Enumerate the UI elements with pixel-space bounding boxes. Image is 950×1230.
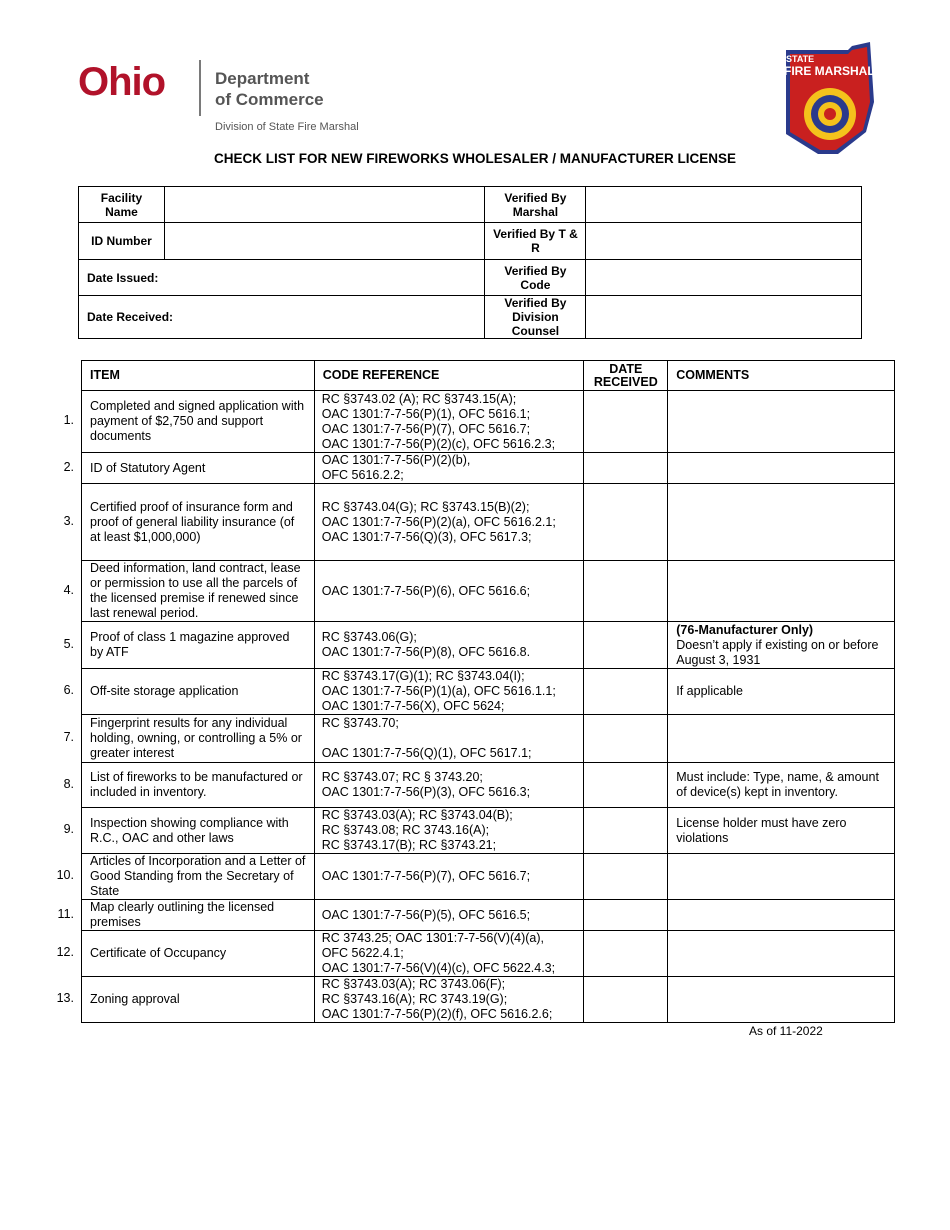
code-reference-line: RC §3743.17(B); RC §3743.21;	[321, 838, 497, 852]
code-reference-cell	[314, 808, 584, 854]
code-reference-line: OAC 1301:7-7-56(P)(6), OFC 5616.6;	[321, 583, 531, 598]
header-divider	[199, 60, 201, 116]
header-code-reference: CODE REFERENCE	[314, 361, 584, 391]
ohio-logo	[78, 60, 165, 105]
row-number: 7.	[63, 730, 74, 744]
code-reference-line: OAC 1301:7-7-56(P)(1), OFC 5616.1;	[321, 406, 531, 421]
code-reference-cell	[314, 854, 584, 900]
table-row	[82, 808, 895, 854]
table-row	[82, 900, 895, 931]
date-received-cell[interactable]	[584, 977, 668, 1023]
code-reference-line: OAC 1301:7-7-56(X), OFC 5624;	[321, 699, 505, 713]
code-reference-line: OAC 1301:7-7-56(P)(7), OFC 5616.7;	[321, 421, 531, 436]
comments-cell[interactable]	[668, 763, 895, 808]
department-line-2: of Commerce	[215, 90, 324, 109]
comments-cell[interactable]	[668, 900, 895, 931]
code-reference-line: OAC 1301:7-7-56(P)(5), OFC 5616.5;	[321, 907, 531, 922]
row-number: 9.	[63, 822, 74, 836]
verified-tr-field[interactable]	[586, 223, 862, 260]
date-received-cell[interactable]	[584, 561, 668, 622]
code-reference-line: OAC 1301:7-7-56(P)(7), OFC 5616.7;	[321, 869, 531, 883]
table-row	[82, 622, 895, 669]
badge-fire-marshal-text: FIRE MARSHAL	[784, 64, 875, 78]
comment-text: Doesn’t apply if existing on or before August 3, 1931	[676, 637, 879, 667]
item-cell: Inspection showing compliance with R.C., OAC and other laws	[82, 808, 315, 854]
date-received-cell[interactable]	[584, 453, 668, 484]
comments-cell[interactable]	[668, 453, 895, 484]
comments-cell[interactable]	[668, 622, 895, 669]
comment-text: If applicable	[676, 684, 743, 698]
row-number: 2.	[63, 459, 74, 474]
code-reference-line: RC §3743.08; RC 3743.16(A);	[321, 823, 490, 837]
id-number-field[interactable]	[164, 223, 485, 260]
checklist-table	[81, 360, 895, 1023]
item-cell: Articles of Incorporation and a Letter of Good Standing from the Secretary of State	[82, 854, 315, 900]
code-reference-line: RC §3743.02 (A); RC §3743.15(A);	[321, 391, 517, 406]
code-reference-line: RC §3743.03(A); RC §3743.04(B);	[321, 808, 513, 822]
row-number: 8.	[63, 776, 74, 791]
code-reference-line: RC §3743.06(G);	[321, 630, 417, 644]
date-received-cell[interactable]	[584, 854, 668, 900]
date-received-cell[interactable]	[584, 391, 668, 453]
code-reference-cell	[314, 900, 584, 931]
code-reference-line: OAC 1301:7-7-56(P)(8), OFC 5616.8.	[321, 645, 531, 659]
item-cell: Proof of class 1 magazine approved by ATF	[82, 622, 315, 669]
comment-emphasis: (76-Manufacturer Only)	[676, 622, 814, 637]
verified-marshal-field[interactable]	[586, 187, 862, 223]
code-reference-cell	[314, 763, 584, 808]
code-reference-line: OAC 1301:7-7-56(P)(2)(f), OFC 5616.2.6;	[321, 1007, 553, 1021]
date-received-cell[interactable]	[584, 931, 668, 977]
row-number: 5.	[63, 636, 74, 651]
row-number: 4.	[63, 582, 74, 597]
revision-date: As of 11-2022	[749, 1024, 823, 1038]
date-received-cell[interactable]	[584, 484, 668, 561]
id-number-label: ID Number	[79, 223, 165, 260]
code-reference-line: OAC 1301:7-7-56(P)(1)(a), OFC 5616.1.1;	[321, 684, 556, 698]
verified-tr-label: Verified By T & R	[485, 223, 586, 260]
comment-text: Must include: Type, name, & amount of device(s) kept in inventory.	[676, 770, 879, 799]
facility-name-field[interactable]	[164, 187, 485, 223]
facility-name-label: Facility Name	[79, 187, 165, 223]
verified-code-label: Verified By Code	[485, 260, 586, 296]
item-cell: Certified proof of insurance form and proof of general liability insurance (of at least $1,000,000)	[82, 484, 315, 561]
code-reference-cell	[314, 453, 584, 484]
comments-cell[interactable]	[668, 715, 895, 763]
code-reference-line: OAC 1301:7-7-56(P)(2)(a), OFC 5616.2.1;	[321, 514, 556, 529]
comments-cell[interactable]	[668, 808, 895, 854]
comments-cell[interactable]	[668, 391, 895, 453]
code-reference-line: OAC 1301:7-7-56(P)(2)(b),	[321, 453, 471, 467]
item-cell: Completed and signed application with payment of $2,750 and support documents	[82, 391, 315, 453]
code-reference-line: OAC 1301:7-7-56(Q)(3), OFC 5617.3;	[321, 529, 532, 544]
comments-cell[interactable]	[668, 484, 895, 561]
comments-cell[interactable]	[668, 561, 895, 622]
row-number: 11.	[57, 906, 74, 921]
department-line-1: Department	[215, 69, 310, 88]
code-reference-line: RC §3743.07; RC § 3743.20;	[321, 770, 483, 784]
date-received-cell[interactable]	[584, 622, 668, 669]
date-received-cell[interactable]	[584, 763, 668, 808]
item-cell: List of fireworks to be manufactured or included in inventory.	[82, 763, 315, 808]
table-row	[82, 931, 895, 977]
ohio-wordmark: Ohio	[78, 60, 166, 104]
item-cell: Zoning approval	[82, 977, 315, 1023]
code-reference-line: RC §3743.04(G); RC §3743.15(B)(2);	[321, 499, 530, 514]
code-reference-line: OAC 1301:7-7-56(P)(3), OFC 5616.3;	[321, 785, 531, 799]
code-reference-line: OFC 5616.2.2;	[321, 468, 404, 482]
comments-cell[interactable]	[668, 931, 895, 977]
table-row	[82, 391, 895, 453]
header-comments: COMMENTS	[668, 361, 895, 391]
table-row	[82, 854, 895, 900]
comment-text: License holder must have zero violations	[676, 815, 847, 845]
code-reference-cell	[314, 622, 584, 669]
code-reference-cell	[314, 931, 584, 977]
comments-cell[interactable]	[668, 854, 895, 900]
badge-state-text: STATE	[786, 54, 815, 64]
code-reference-line: RC §3743.03(A); RC 3743.06(F);	[321, 977, 506, 991]
date-received-cell[interactable]	[584, 900, 668, 931]
row-number: 1.	[63, 413, 74, 427]
table-row	[82, 669, 895, 715]
table-row	[82, 561, 895, 622]
code-reference-line: RC §3743.17(G)(1); RC §3743.04(I);	[321, 669, 525, 683]
code-reference-cell	[314, 715, 584, 763]
date-received-cell[interactable]	[584, 669, 668, 715]
code-reference-line: OAC 1301:7-7-56(P)(2)(c), OFC 5616.2.3;	[321, 436, 556, 451]
code-reference-line: RC §3743.70;	[321, 716, 399, 730]
item-cell: Certificate of Occupancy	[82, 931, 315, 977]
item-cell: Map clearly outlining the licensed premises	[82, 900, 315, 931]
date-issued-label[interactable]: Date Issued:	[79, 260, 485, 296]
verified-code-field[interactable]	[586, 260, 862, 296]
comments-cell[interactable]	[668, 977, 895, 1023]
verified-counsel-label: Verified By Division Counsel	[485, 296, 586, 339]
row-number: 10.	[56, 868, 74, 882]
row-number: 12.	[56, 945, 74, 959]
code-reference-line: RC §3743.16(A); RC 3743.19(G);	[321, 992, 508, 1006]
date-received-cell[interactable]	[584, 715, 668, 763]
row-number: 3.	[63, 513, 74, 528]
code-reference-line: RC 3743.25; OAC 1301:7-7-56(V)(4)(a),	[321, 931, 545, 945]
state-fire-marshal-badge-icon	[778, 42, 878, 157]
item-cell: ID of Statutory Agent	[82, 453, 315, 484]
department-name	[215, 68, 324, 110]
date-received-label[interactable]: Date Received:	[79, 296, 485, 339]
date-received-cell[interactable]	[584, 808, 668, 854]
code-reference-cell	[314, 669, 584, 715]
comments-cell[interactable]	[668, 669, 895, 715]
code-reference-cell	[314, 391, 584, 453]
item-cell: Deed information, land contract, lease or permission to use all the parcels of the licensed premise if renewed since last renewal period.	[82, 561, 315, 622]
table-row	[82, 715, 895, 763]
division-name: Division of State Fire Marshal	[215, 121, 359, 133]
table-row	[82, 453, 895, 484]
verified-marshal-label: Verified By Marshal	[485, 187, 586, 223]
item-cell: Fingerprint results for any individual holding, owning, or controlling a 5% or greater interest	[82, 715, 315, 763]
document-title: CHECK LIST FOR NEW FIREWORKS WHOLESALER / MANUFACTURER LICENSE	[214, 151, 736, 166]
code-reference-line: OAC 1301:7-7-56(Q)(1), OFC 5617.1;	[321, 746, 532, 760]
row-number: 13.	[56, 991, 74, 1005]
header-item: ITEM	[82, 361, 315, 391]
code-reference-cell	[314, 561, 584, 622]
row-number: 6.	[63, 683, 74, 697]
verified-counsel-field[interactable]	[586, 296, 862, 339]
code-reference-cell	[314, 977, 584, 1023]
license-info-table	[78, 186, 862, 339]
code-reference-line	[322, 731, 576, 746]
code-reference-cell	[314, 484, 584, 561]
table-row	[82, 763, 895, 808]
code-reference-line: OAC 1301:7-7-56(V)(4)(c), OFC 5622.4.3;	[321, 961, 556, 975]
table-row	[82, 484, 895, 561]
item-cell: Off-site storage application	[82, 669, 315, 715]
code-reference-line: OFC 5622.4.1;	[321, 946, 404, 960]
table-row	[82, 977, 895, 1023]
header-date-received: DATE RECEIVED	[584, 361, 668, 391]
